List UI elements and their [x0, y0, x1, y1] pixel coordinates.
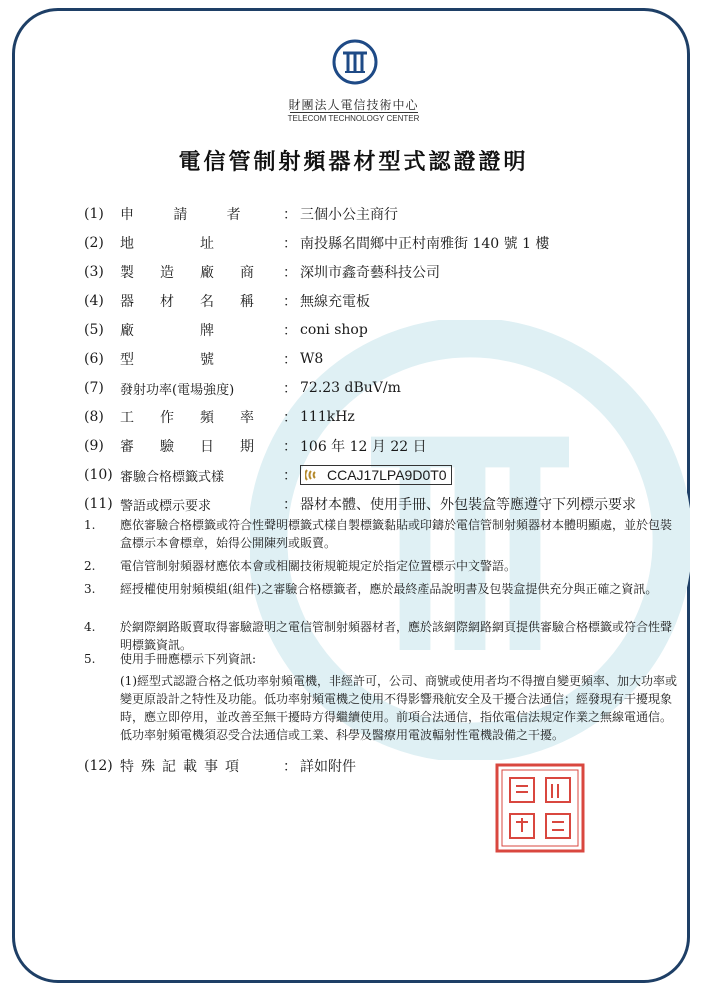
field-colon: ： — [283, 468, 297, 484]
field-label: 地址 — [120, 236, 280, 252]
field-row-11 — [84, 493, 636, 515]
field-number: (2) — [84, 235, 104, 251]
certification-label-sample — [300, 465, 452, 485]
field-row-8 — [84, 406, 355, 428]
certificate-title: 電信管制射頻器材型式認證證明 — [178, 149, 529, 175]
field-number: (1) — [84, 206, 104, 222]
ttc-logo-icon — [331, 38, 379, 86]
note-number: 3. — [84, 582, 96, 596]
field-number: (3) — [84, 264, 104, 280]
note-number: 1. — [84, 518, 96, 532]
field-colon: ： — [283, 410, 297, 426]
field-value: 106 年 12 月 22 日 — [300, 439, 427, 455]
field-number: (6) — [84, 351, 104, 367]
field-colon: ： — [283, 265, 297, 281]
note-text: 電信管制射頻器材應依本會或相關技術規範規定於指定位置標示中文警語。 — [120, 559, 517, 573]
field-row-2 — [84, 232, 549, 254]
field-colon: ： — [283, 352, 297, 368]
field-label: 審驗合格標籤式樣 — [120, 469, 225, 485]
field-number: (9) — [84, 438, 104, 454]
note-text: 於網際網路販賣取得審驗證明之電信管制射頻器材者，應於該網際網路網頁提供審驗合格標籤或符合性聲明標籤資訊。 — [120, 620, 673, 652]
certification-label-code: CCAJ17LPA9D0T0 — [327, 467, 447, 483]
field-colon: ： — [283, 497, 297, 513]
field-value: 深圳市鑫奇藝科技公司 — [300, 265, 440, 281]
field-label: 審驗日期 — [120, 439, 280, 455]
field-number: (4) — [84, 293, 104, 309]
field-value: 無線充電板 — [300, 294, 370, 310]
field-value: 72.23 dBuV/m — [300, 380, 401, 396]
note-text: 經授權使用射頻模組(組件)之審驗合格標籤者，應於最終產品說明書及包裝盒提供充分與正確之資訊。 — [120, 582, 658, 596]
field-row-remarks — [84, 755, 356, 777]
field-row-5 — [84, 319, 368, 341]
field-row-1 — [84, 203, 398, 225]
field-value: W8 — [300, 351, 324, 367]
note-5-detail: (1)經型式認證合格之低功率射頻電機，非經許可，公司、商號或使用者均不得擅自變更頻率、加大功率或變更原設計之特性及功能。低功率射頻電機之使用不得影響飛航安全及干擾合法通信；經發現有干擾現象時，應立即停用，並改善至無干擾時方得繼續使用。前項合法通信，指依電信法規定作業之無線電通信。低功率射頻電機須忍受合法通信或工業、科學及醫療用電波輻射性電機設備之干擾。 — [120, 674, 678, 742]
organization-divider — [290, 112, 418, 113]
note-text: 使用手冊應標示下列資訊: — [120, 652, 257, 666]
field-colon: ： — [283, 323, 297, 339]
field-colon: ： — [283, 236, 297, 252]
field-label: 型號 — [120, 352, 280, 368]
field-number: (8) — [84, 409, 104, 425]
field-label: 製造廠商 — [120, 265, 280, 281]
note-number: 4. — [84, 620, 96, 634]
field-colon: ： — [283, 381, 297, 397]
field-number: (5) — [84, 322, 104, 338]
field-value: 詳如附件 — [300, 759, 356, 775]
field-value: 三個小公主商行 — [300, 207, 398, 223]
field-number: (7) — [84, 380, 104, 396]
note-number: 5. — [84, 652, 96, 666]
field-label: 廠牌 — [120, 323, 280, 339]
field-value: coni shop — [300, 322, 368, 338]
note-item-1 — [84, 516, 680, 552]
field-row-7 — [84, 377, 401, 399]
field-value: 111kHz — [300, 409, 355, 425]
field-row-3 — [84, 261, 440, 283]
field-label: 器材名稱 — [120, 294, 280, 310]
field-row-10 — [84, 464, 452, 486]
field-colon: ： — [283, 294, 297, 310]
field-row-4 — [84, 290, 370, 312]
field-number: (10) — [84, 467, 113, 483]
field-row-6 — [84, 348, 323, 370]
organization-name-cn: 財團法人電信技術中心 — [288, 98, 419, 112]
field-colon: ： — [283, 439, 297, 455]
field-number: (12) — [84, 758, 113, 774]
ncc-mark-icon — [305, 468, 321, 482]
field-label: 特殊記載事項 — [120, 759, 246, 775]
note-number: 2. — [84, 559, 96, 573]
field-row-9 — [84, 435, 427, 457]
note-item-2 — [84, 557, 680, 575]
note-item-5 — [84, 650, 680, 668]
field-label: 工作頻率 — [120, 410, 280, 426]
official-seal-icon — [494, 762, 586, 854]
field-label: 發射功率(電場強度) — [120, 382, 235, 398]
field-value: 南投縣名間鄉中正村南雅街 140 號 1 樓 — [300, 236, 550, 252]
field-colon: ： — [283, 759, 297, 775]
field-number: (11) — [84, 496, 113, 512]
field-value: 器材本體、使用手冊、外包裝盒等應遵守下列標示要求 — [300, 497, 636, 513]
note-item-3 — [84, 580, 680, 598]
organization-name-en: TELECOM TECHNOLOGY CENTER — [287, 114, 420, 123]
note-text: 應依審驗合格標籤或符合性聲明標籤式樣自製標籤黏貼或印鑄於電信管制射頻器材本體明顯處，並於包裝盒標示本會標章，始得公開陳列或販賣。 — [120, 518, 673, 550]
field-colon: ： — [283, 207, 297, 223]
field-label: 警語或標示要求 — [120, 498, 212, 514]
note-item-4 — [84, 618, 680, 654]
field-label: 申請者 — [120, 207, 280, 223]
